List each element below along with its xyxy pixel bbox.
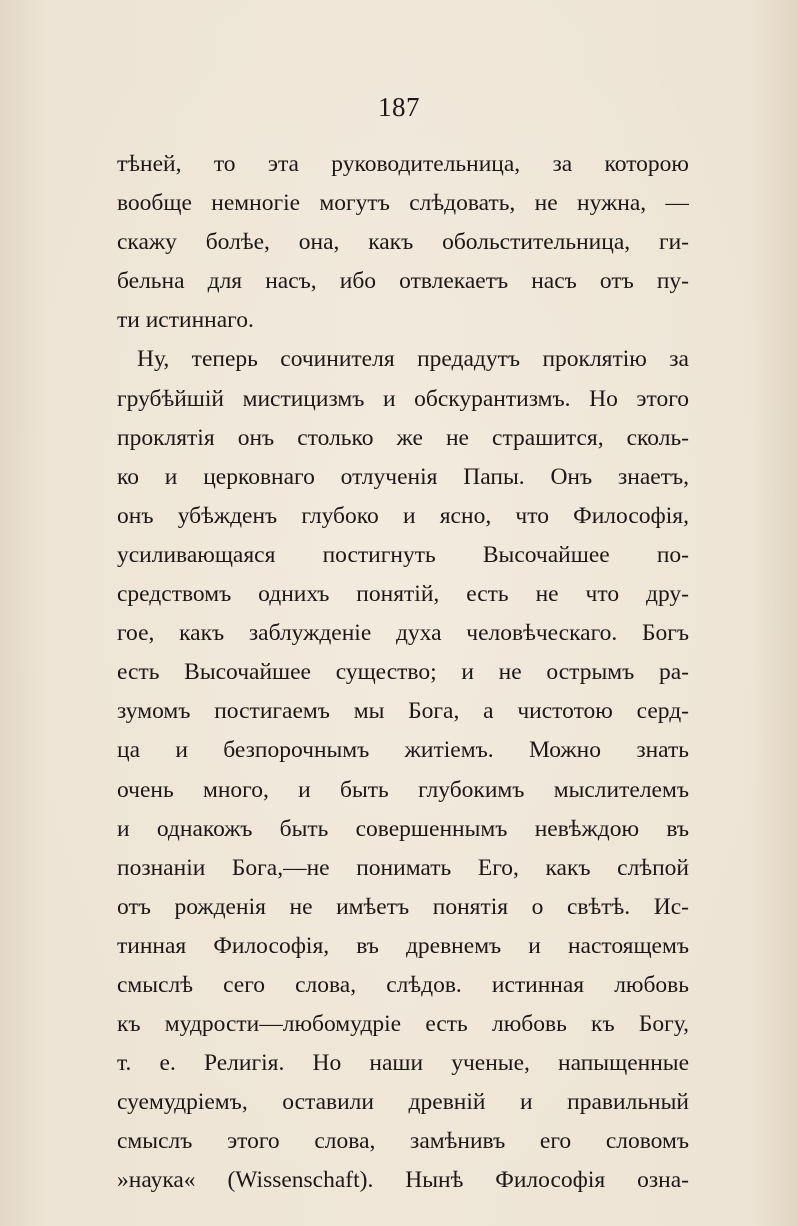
text-line: грубѣйшій мистицизмъ и обскурантизмъ. Но этого bbox=[117, 385, 689, 412]
text-line: скажу болѣе, она, какъ обольстительница, ги- bbox=[117, 229, 689, 256]
text-line: т. е. Религія. Но наши ученые, напыщенные bbox=[117, 1050, 689, 1077]
text-line: Ну, теперь сочинителя предадутъ проклятію за bbox=[137, 346, 689, 373]
text-line: ко и церковнаго отлученія Папы. Онъ знаетъ, bbox=[117, 463, 689, 490]
text-line: очень много, и быть глубокимъ мыслителемъ bbox=[117, 776, 689, 803]
text-line: тинная Философія, въ древнемъ и настоящемъ bbox=[117, 932, 689, 959]
text-line: отъ рожденія не имѣетъ понятія о свѣтѣ. Ис- bbox=[117, 893, 689, 920]
text-line: »наука« (Wissenschaft). Нынѣ Философія озна- bbox=[117, 1167, 689, 1194]
text-line: средствомъ однихъ понятій, есть не что дру- bbox=[117, 581, 689, 608]
text-line: гое, какъ заблужденіе духа человѣческаго. Богъ bbox=[117, 620, 689, 647]
text-line: и однакожъ быть совершеннымъ невѣждою въ bbox=[117, 815, 689, 842]
text-line: ца и безпорочнымъ житіемъ. Можно знать bbox=[117, 737, 689, 764]
text-line: усиливающаяся постигнуть Высочайшее по- bbox=[117, 541, 689, 568]
text-line: смыслъ этого слова, замѣнивъ его словомъ bbox=[117, 1128, 689, 1155]
text-line: тѣней, то эта руководительница, за которою bbox=[117, 151, 689, 177]
text-line: смыслѣ сего слова, слѣдов. истинная любовь bbox=[117, 971, 689, 998]
page-number: 187 bbox=[378, 92, 420, 122]
text-line: познаніи Бога,—не понимать Его, какъ слѣпой bbox=[117, 854, 689, 881]
text-line: проклятія онъ столько же не страшится, сколь- bbox=[117, 424, 689, 451]
body-text bbox=[117, 145, 689, 1201]
text-line: есть Высочайшее существо; и не острымъ ра- bbox=[117, 659, 689, 686]
text-line: онъ убѣжденъ глубоко и ясно, что Философія, bbox=[117, 502, 689, 529]
text-line: ти истиннаго. bbox=[117, 307, 254, 334]
text-line: зумомъ постигаемъ мы Бога, а чистотою серд- bbox=[117, 698, 689, 725]
text-line: суемудріемъ, оставили древній и правильный bbox=[117, 1089, 689, 1116]
text-line: бельна для насъ, ибо отвлекаетъ насъ отъ пу- bbox=[117, 268, 689, 295]
text-line: вообще немногіе могутъ слѣдовать, не нужна, — bbox=[117, 190, 689, 217]
text-line: къ мудрости—любомудріе есть любовь къ Богу, bbox=[117, 1011, 689, 1038]
